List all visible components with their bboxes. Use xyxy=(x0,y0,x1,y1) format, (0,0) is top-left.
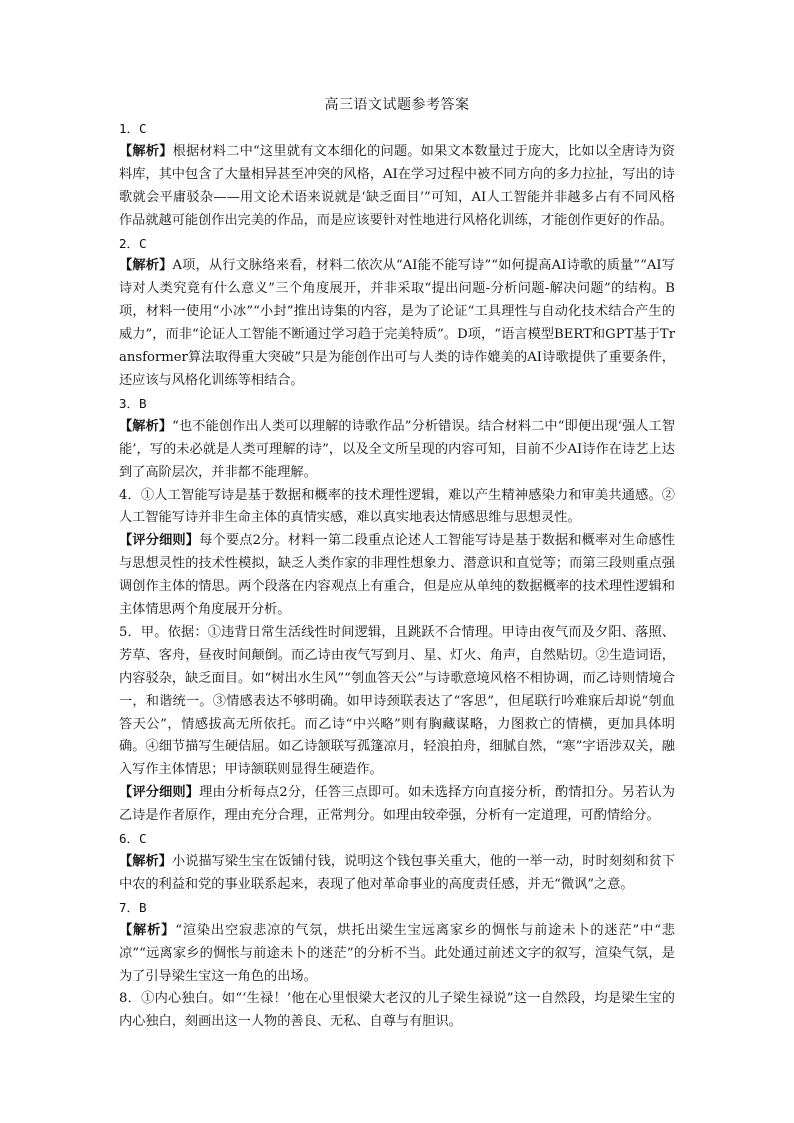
answer-paragraph xyxy=(119,530,675,622)
answer-number: 3．B xyxy=(119,395,147,411)
answer-label: 【解析】 xyxy=(119,854,172,869)
answer-paragraph xyxy=(119,622,675,782)
answer-paragraph xyxy=(119,416,675,485)
answer-number: 2．C xyxy=(119,235,147,251)
answer-number: 7．B xyxy=(119,899,147,915)
answer-paragraph xyxy=(119,255,675,392)
answer-text: 5．甲。依据：①违背日常生活线性时间逻辑，且跳跃不合情理。甲诗由夜气而及夕阳、落照、芳草、客舟，昼夜时间颠倒。而乙诗由夜气写到月、星、灯火、角声，自然贴切。②生造词语，内容驳杂，缺乏面目。如“树出水生风”“刳血答天公”与诗歌意境风格不相协调，而乙诗则情境合一，和谐统一。③情感表达不够明确。如甲诗颈联表达了“客思”，但尾联行吟难寐后却说“刳血答天公”，情感拔高无所依托。而乙诗“中兴略”则有胸藏谋略，力图救亡的情横，更加具体明确。④细节描写生硬佶屈。如乙诗颔联写孤篷凉月，轻浪拍舟，细腻自然，“寒”字语涉双关，融入写作主体情思；甲诗颔联则显得生硬造作。 xyxy=(119,624,675,778)
answer-content xyxy=(119,118,675,1034)
answer-paragraph xyxy=(119,485,675,531)
answer-number: 1．C xyxy=(119,121,147,136)
answer-text: 理由分析每点2分，任答三点即可。如未选择方向直接分析，酌情扣分。另若认为乙诗是作者原作，理由充分合理，正常判分。如理由较牵强，分析有一定道理，可酌情给分。 xyxy=(119,785,675,824)
answer-text: 每个要点2分。材料一第二段重点论述人工智能写诗是基于数据和概率对生命感性与思想灵性的技术性模拟，缺乏人类作家的非理性想象力、潜意识和直觉等；而第三段则重点强调创作主体的情思。两个段落在内容观点上有重合，但是应从单纯的数据概率的技术理性逻辑和主体情思两个角度展开分析。 xyxy=(119,533,675,618)
answer-paragraph xyxy=(119,782,675,828)
answer-paragraph xyxy=(119,141,675,233)
answer-text: 根据材料二中“这里就有文本细化的问题。如果文本数量过于庞大，比如以全唐诗为资料库，其中包含了大量相异甚至冲突的风格，AI在学习过程中被不同方向的多力拉扯，写出的诗歌就会平庸驳杂——用文论术语来说就是‘缺乏面目’”可知，AI人工智能并非越多占有不同风格作品就越可能创作出完美的作品，而是应该要针对性地进行风格化训练，才能创作更好的作品。 xyxy=(119,143,675,228)
answer-text: A项，从行文脉络来看，材料二依次从“AI能不能写诗”“如何提高AI诗歌的质量”“AI写诗对人类究竟有什么意义”三个角度展开，并非采取“提出问题-分析问题-解决问题”的结构。B项，材料一使用“小冰”“小封”推出诗集的内容，是为了论证“工具理性与自动化技术结合产生的威力”，而非“论证人工智能不断通过学习趋于完美特质”。D项，“语言模型BERT和GPT基于Transformer算法取得重大突破”只是为能创作出可与人类的诗作媲美的AI诗歌提供了重要条件，还应该与风格化训练等相结合。 xyxy=(119,258,675,388)
answer-paragraph xyxy=(119,988,675,1034)
answer-text: 4．①人工智能写诗是基于数据和概率的技术理性逻辑，难以产生精神感染力和审美共通感。②人工智能写诗并非生命主体的真情实感，难以真实地表达情感思维与思想灵性。 xyxy=(119,487,675,526)
answer-label: 【评分细则】 xyxy=(119,533,200,549)
answer-text: 8．①内心独白。如“‘生禄！’他在心里恨梁大老汉的儿子梁生禄说”这一自然段，均是梁生宝的内心独白，刻画出这一人物的善良、无私、自尊与有胆识。 xyxy=(119,991,675,1030)
answer-label: 【解析】 xyxy=(119,143,173,159)
document-title: 高三语文试题参考答案 xyxy=(324,97,470,113)
answer-paragraph xyxy=(119,851,675,897)
answer-label: 【解析】 xyxy=(119,418,173,434)
answer-paragraph xyxy=(119,920,675,989)
answer-label: 【评分细则】 xyxy=(119,785,200,801)
answer-text: 小说描写梁生宝在饭铺付钱，说明这个钱包事关重大，他的一举一动，时时刻刻和贫下中农的利益和党的事业联系起来，表现了他对革命事业的高度责任感，并无“微讽”之意。 xyxy=(119,854,676,892)
answer-text: “渲染出空寂悲凉的气氛，烘托出梁生宝远离家乡的惆怅与前途未卜的迷茫”中“悲凉”“远离家乡的惆怅与前途未卜的迷茫”的分析不当。此处通过前述文字的叙写，渲染气氛，是为了引导梁生宝这一角色的出场。 xyxy=(119,922,675,984)
answer-text: “也不能创作出人类可以理解的诗歌作品”分析错误。结合材料二中“即便出现‘强人工智能’，写的未必就是人类可理解的诗”，以及全文所呈现的内容可知，目前不少AI诗作在诗艺上达到了高阶层次，并非都不能理解。 xyxy=(119,418,676,480)
answer-label: 【解析】 xyxy=(119,922,176,938)
answer-label: 【解析】 xyxy=(119,258,173,274)
answer-number: 6．C xyxy=(119,831,147,847)
